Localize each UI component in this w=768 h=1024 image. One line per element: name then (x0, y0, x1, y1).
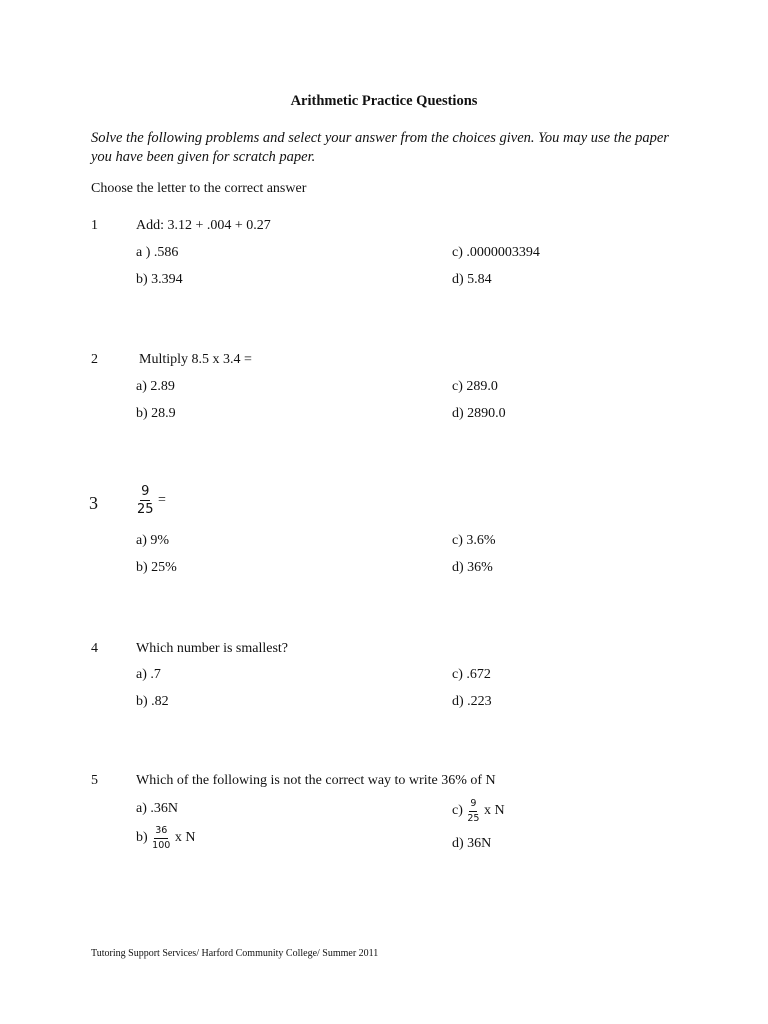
instructions: Solve the following problems and select your answer from the choices given. You may use the paper you have been given for scratch paper. (91, 130, 669, 165)
fraction (136, 485, 155, 516)
fraction-denominator: 100 (152, 839, 171, 851)
answer-option-b: b) 3.394 (136, 272, 183, 287)
option-letter: c) (452, 803, 463, 819)
question-number: 5 (91, 773, 98, 788)
option-letter: b) (136, 830, 148, 846)
question-number: 2 (91, 352, 98, 367)
fraction-numerator: 9 (469, 799, 477, 812)
answer-option-d: d) 5.84 (452, 272, 492, 287)
answer-option-c: c) 3.6% (452, 533, 496, 548)
question-number: 3 (89, 493, 98, 513)
answer-option-b: b) 25% (136, 560, 177, 575)
question-text: Multiply 8.5 x 3.4 = (139, 352, 252, 367)
page-title: Arithmetic Practice Questions (290, 93, 478, 109)
choose-instruction: Choose the letter to the correct answer (91, 181, 307, 196)
question-number: 1 (91, 218, 98, 233)
fraction-numerator: 36 (154, 826, 168, 839)
option-suffix: x N (174, 830, 196, 846)
answer-option-c: c) 289.0 (452, 379, 498, 394)
answer-option-c: c) .0000003394 (452, 245, 540, 260)
question-number: 4 (91, 641, 98, 656)
answer-option-b: b) 28.9 (136, 406, 176, 421)
answer-option-c: c) .672 (452, 667, 491, 682)
answer-option-d: d) 36% (452, 560, 493, 575)
answer-option-a: a ) .586 (136, 245, 179, 260)
answer-option-a: a) 2.89 (136, 379, 175, 394)
answer-option-b: b) .82 (136, 694, 169, 709)
footer: Tutoring Support Services/ Harford Community College/ Summer 2011 (91, 948, 379, 959)
question-text: Add: 3.12 + .004 + 0.27 (136, 218, 271, 233)
question-text: Which number is smallest? (136, 641, 289, 656)
answer-option-b (136, 826, 195, 850)
question-fraction (136, 485, 166, 516)
question-text: Which of the following is not the correct way to write 36% of N (136, 773, 496, 788)
fraction (151, 826, 171, 850)
answer-option-a: a) 9% (136, 533, 170, 548)
answer-option-d: d) .223 (452, 694, 492, 709)
answer-option-d: d) 2890.0 (452, 406, 506, 421)
fraction-denominator: 25 (467, 812, 480, 824)
fraction-numerator: 9 (141, 484, 150, 499)
option-suffix: x N (483, 803, 505, 819)
fraction (466, 799, 480, 823)
answer-option-d: d) 36N (452, 836, 492, 851)
answer-option-c (452, 799, 505, 823)
answer-option-a: a) .7 (136, 667, 161, 682)
answer-option-a: a) .36N (136, 801, 178, 816)
fraction-denominator: 25 (137, 502, 154, 517)
equals-sign: = (158, 492, 166, 508)
